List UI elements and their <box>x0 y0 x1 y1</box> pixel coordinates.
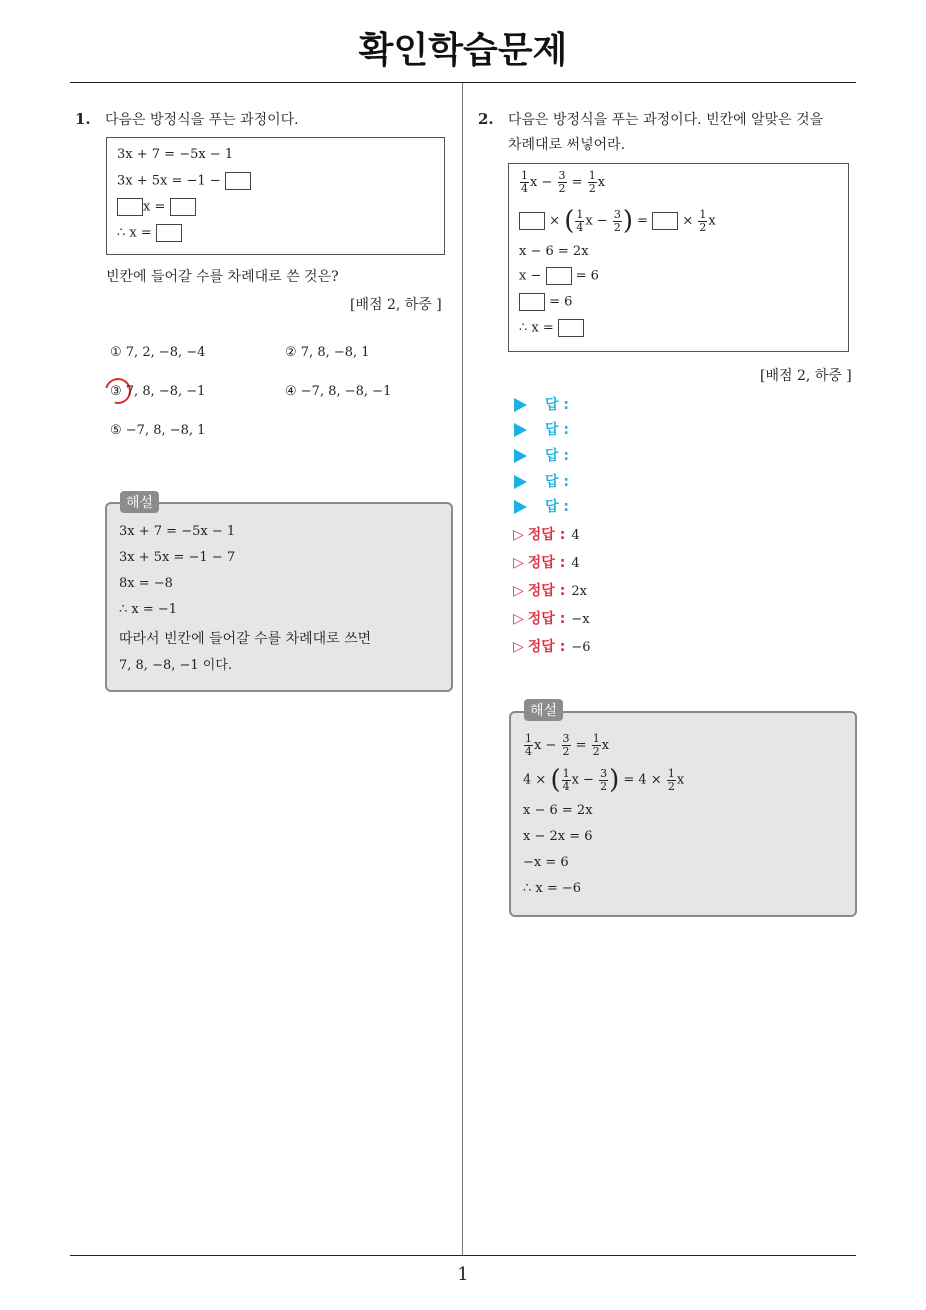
play-triangle-icon <box>514 500 527 514</box>
q1-sol-line-5: 따라서 빈칸에 들어갈 수를 차례대로 쓰면 <box>119 631 372 647</box>
answer-label: 답 : <box>545 499 569 515</box>
page-title: 확인학습문제 <box>358 30 568 71</box>
q2-eq-line-6: ∴ x = <box>519 319 584 337</box>
question-2-equation-box <box>508 163 849 352</box>
correct-answer-row-1 <box>513 524 580 544</box>
correct-answer-row-5 <box>513 636 590 656</box>
question-1-score: [배점 2, 하중 ] <box>350 297 442 313</box>
question-2-prompt <box>478 106 823 133</box>
question-1-solution-box <box>105 502 453 692</box>
answer-row-1 <box>514 394 569 414</box>
question-1-prompt <box>75 106 299 133</box>
q1-eq-line-1: 3x + 7 = −5x − 1 <box>117 147 234 162</box>
q1-sol-line-4: ∴ x = −1 <box>119 602 178 617</box>
blank-box[interactable] <box>558 319 584 337</box>
correct-value: 4 <box>571 556 580 571</box>
q1-eq-line-4 <box>117 224 182 242</box>
answer-row-4 <box>514 471 569 491</box>
blank-box[interactable] <box>546 267 572 285</box>
blank-box[interactable] <box>519 293 545 311</box>
q1-choice-3[interactable]: ③ 7, 8, −8, −1 <box>110 384 206 399</box>
play-triangle-icon <box>514 423 527 437</box>
q1-eq-line-3 <box>117 198 196 216</box>
correct-value: 2x <box>571 584 587 599</box>
q2-eq-line-3: x − 6 = 2x <box>519 244 589 259</box>
fraction: $\frac{1}{4}$ <box>562 766 570 793</box>
question-2-score: [배점 2, 하중 ] <box>760 368 852 384</box>
fraction: $\frac{3}{2}$ <box>600 766 608 793</box>
answer-row-2 <box>514 419 569 439</box>
answer-label: 답 : <box>545 474 569 490</box>
q2-sol-line-4: x − 2x = 6 <box>523 829 593 844</box>
play-triangle-icon <box>514 398 527 412</box>
answer-row-3 <box>514 445 569 465</box>
question-2-text-2: 차례대로 써넣어라. <box>508 137 626 153</box>
q2-sol-line-2: 4 × ( $\frac{1}{4}$ x − $\frac{3}{2}$ ) = 4 × $\frac{1}{2}$ x <box>523 765 685 795</box>
hollow-triangle-icon: ▷ <box>513 527 524 543</box>
column-divider <box>462 83 463 1255</box>
q1-eq-line-2-text: 3x + 5x = −1 − <box>117 173 221 189</box>
answer-label: 답 : <box>545 422 569 438</box>
question-2-text-1: 다음은 방정식을 푸는 과정이다. 빈칸에 알맞은 것을 <box>508 112 824 128</box>
question-1-text: 다음은 방정식을 푸는 과정이다. <box>105 112 299 128</box>
q1-choice-1[interactable]: ① 7, 2, −8, −4 <box>110 345 206 360</box>
hollow-triangle-icon: ▷ <box>513 583 524 599</box>
q2-sol-line-3: x − 6 = 2x <box>523 803 593 818</box>
fraction: $\frac{1}{4}$ <box>576 207 584 234</box>
correct-label: 정답 : <box>527 527 566 543</box>
correct-label: 정답 : <box>527 555 566 571</box>
q1-sol-line-2: 3x + 5x = −1 − 7 <box>119 550 236 565</box>
fraction: $\frac{3}{2}$ <box>558 169 566 195</box>
question-1-number: 1. <box>75 110 91 128</box>
correct-answer-row-3 <box>513 580 587 600</box>
fraction: $\frac{1}{4}$ <box>525 732 532 758</box>
blank-box[interactable] <box>652 212 678 230</box>
top-rule <box>70 82 856 83</box>
q1-choice-4[interactable]: ④ −7, 8, −8, −1 <box>285 384 392 399</box>
correct-value: 4 <box>571 528 580 543</box>
question-2-number: 2. <box>478 110 494 128</box>
q2-eq-line-5: = 6 <box>519 293 572 311</box>
correct-label: 정답 : <box>527 611 566 627</box>
q1-eq-line-4-text: ∴ x = <box>117 225 152 241</box>
question-1-equation-box <box>106 137 445 255</box>
correct-value: −6 <box>571 640 591 655</box>
blank-box[interactable] <box>225 172 251 190</box>
q2-sol-line-6: ∴ x = −6 <box>523 881 582 896</box>
answer-label: 답 : <box>545 448 569 464</box>
q2-eq-line-1: $\frac{1}{4}$ x − $\frac{3}{2}$ = $\frac{1}{2}$ x <box>521 169 606 195</box>
fraction: $\frac{1}{4}$ <box>521 169 528 195</box>
q1-eq-line-2 <box>117 172 251 190</box>
q1-sol-line-3: 8x = −8 <box>119 576 173 591</box>
q2-solution-tag: 해설 <box>524 699 563 721</box>
correct-label: 정답 : <box>527 639 566 655</box>
blank-box[interactable] <box>156 224 182 242</box>
q1-choice-5[interactable]: ⑤ −7, 8, −8, 1 <box>110 423 206 438</box>
hollow-triangle-icon: ▷ <box>513 611 524 627</box>
correct-label: 정답 : <box>527 583 566 599</box>
blank-box[interactable] <box>170 198 196 216</box>
fraction: $\frac{3}{2}$ <box>562 732 570 758</box>
q2-sol-line-5: −x = 6 <box>523 855 569 870</box>
fraction: $\frac{1}{2}$ <box>667 766 675 793</box>
fraction: $\frac{3}{2}$ <box>613 207 621 234</box>
answer-row-5 <box>514 496 569 516</box>
fraction: $\frac{1}{2}$ <box>699 207 707 234</box>
q1-sol-line-1: 3x + 7 = −5x − 1 <box>119 524 236 539</box>
hollow-triangle-icon: ▷ <box>513 639 524 655</box>
hollow-triangle-icon: ▷ <box>513 555 524 571</box>
page-number: 1 <box>457 1264 469 1285</box>
question-1-ask: 빈칸에 들어갈 수를 차례대로 쓴 것은? <box>106 269 339 285</box>
q1-sol-line-6: 7, 8, −8, −1 이다. <box>119 658 233 673</box>
correct-answer-row-4 <box>513 608 590 628</box>
bottom-rule <box>70 1255 856 1256</box>
fraction: $\frac{1}{2}$ <box>588 169 596 195</box>
correct-answer-row-2 <box>513 552 580 572</box>
q2-eq-line-2: × ( $\frac{1}{4}$ x − $\frac{3}{2}$ ) = × $\frac{1}{2}$ x <box>519 206 716 236</box>
q2-eq-line-4: x − = 6 <box>519 268 599 284</box>
question-2-solution-box <box>509 711 857 917</box>
play-triangle-icon <box>514 475 527 489</box>
play-triangle-icon <box>514 449 527 463</box>
q2-sol-line-1: $\frac{1}{4}$ x − $\frac{3}{2}$ = $\frac{1}{2}$ x <box>525 732 610 758</box>
q1-solution-tag: 해설 <box>120 491 159 513</box>
q1-eq-line-3-text: x = <box>143 199 166 215</box>
q1-choice-2[interactable]: ② 7, 8, −8, 1 <box>285 345 370 360</box>
correct-value: −x <box>571 612 590 627</box>
blank-box[interactable] <box>117 198 143 216</box>
fraction: $\frac{1}{2}$ <box>592 732 600 758</box>
blank-box[interactable] <box>519 212 545 230</box>
answer-label: 답 : <box>545 397 569 413</box>
